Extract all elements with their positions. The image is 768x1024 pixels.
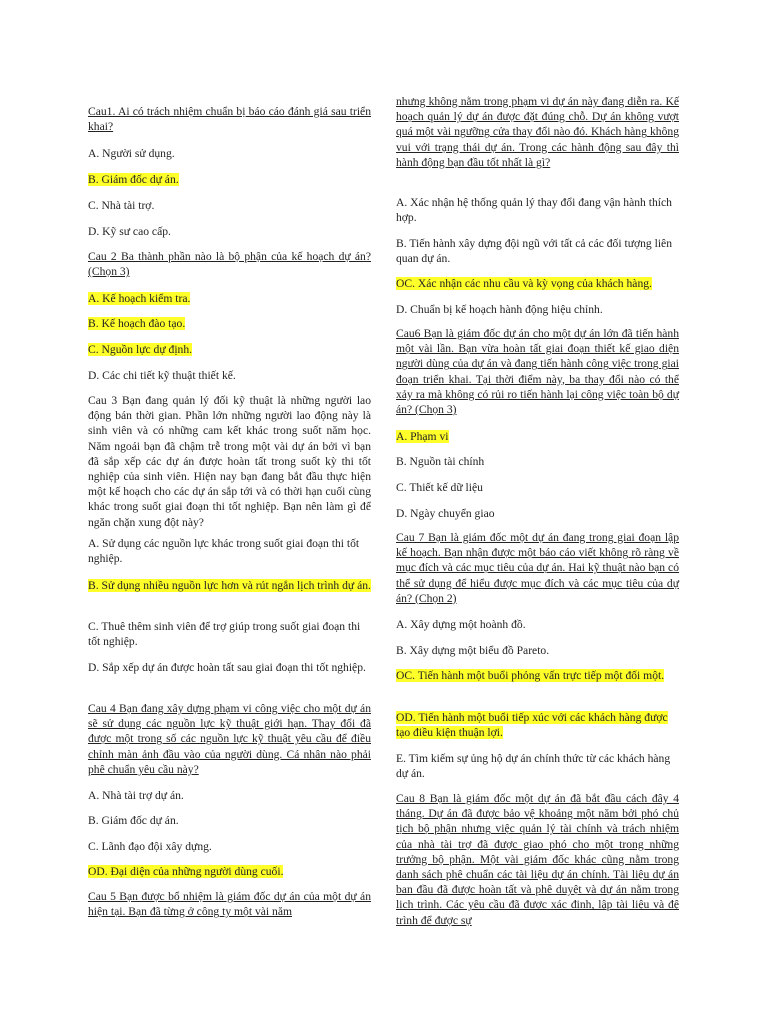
q5-option-d: D. Chuẩn bị kế hoạch hành động hiệu chỉnh. (396, 303, 603, 316)
answer-highlight: A. Kế hoạch kiểm tra. (88, 292, 191, 305)
q1-option-c: C. Nhà tài trợ. (88, 199, 155, 212)
q7-option-d (396, 710, 679, 740)
question-2: Cau 2 Ba thành phần nào là bộ phận của kế hoạch dự án? (Chọn 3) (88, 250, 371, 279)
q3-option-c: C. Thuê thêm sinh viên để trợ giúp trong suốt giai đoạn thi tốt nghiệp. (88, 620, 361, 649)
q2-option-d: D. Các chi tiết kỹ thuật thiết kế. (88, 369, 236, 382)
q5-option-b: B. Tiến hành xây dựng đội ngũ với tất cả các đối tượng liên quan dự án. (396, 237, 672, 266)
q6-option-a (396, 429, 679, 444)
q2-option-b (88, 316, 371, 331)
answer-highlight: OC. Tiến hành một buổi phỏng vấn trực tiếp một đối một. (396, 669, 665, 682)
answer-highlight: B. Sử dụng nhiều nguồn lực hơn và rút ngắn lịch trình dự án. (88, 579, 371, 592)
q6-option-b: B. Nguồn tài chính (396, 455, 485, 468)
question-1: Cau1. Ai có trách nhiệm chuẩn bị báo cáo đánh giá sau triển khai? (88, 105, 371, 134)
q3-option-b (88, 578, 371, 593)
q3-option-a: A. Sử dụng các nguồn lực khác trong suốt giai đoạn thi tốt nghiệp. (88, 537, 360, 566)
q5-option-c (396, 276, 679, 291)
q1-option-a: A. Người sử dụng. (88, 147, 175, 160)
q1-option-b (88, 172, 371, 187)
q7-option-a: A. Xây dựng một hoành đồ. (396, 618, 526, 631)
question-7: Cau 7 Bạn là giám đốc một dự án đang trong giai đoạn lập kế hoạch. Bạn nhận được một báo cáo viết không rõ ràng về mục đích và các mục tiêu của dự án. Hai kỹ thuật nào bạn có thể sử dụng để hiểu được mục đích và các mục tiêu của dự án? (Chọn 2) (396, 531, 679, 605)
answer-highlight: A. Phạm vi (396, 430, 449, 443)
q7-option-b: B. Xây dựng một biểu đồ Pareto. (396, 644, 550, 657)
q7-option-c (396, 668, 679, 683)
q1-option-d: D. Kỹ sư cao cấp. (88, 225, 171, 238)
question-5-continued: nhưng không nằm trong phạm vi dự án này đang diễn ra. Kế hoạch quản lý dự án được đặt đúng chỗ. Dự án không vượt quá một vài ngưỡng cửa thay đổi nào đó. Khách hàng không vui với trạng thái dự án. Trong các hành động sau đây thì hành động bạn đầu tốt nhất là gì? (396, 95, 679, 169)
answer-highlight: B. Kế hoạch đào tạo. (88, 317, 186, 330)
q5-option-a: A. Xác nhận hệ thống quản lý thay đổi đang vận hành thích hợp. (396, 196, 672, 225)
q3-option-d: D. Sắp xếp dự án được hoàn tất sau giai đoạn thi tốt nghiệp. (88, 661, 366, 674)
answer-highlight: C. Nguồn lực dự định. (88, 343, 193, 356)
q6-option-c: C. Thiết kế dữ liệu (396, 481, 483, 494)
answer-highlight: B. Giám đốc dự án. (88, 173, 179, 186)
question-4: Cau 4 Bạn đang xây dựng phạm vi công việc cho một dự án sẽ sử dụng các nguồn lực kỹ thuật giới hạn. Thay đổi đã được một trong số các nguồn lực kỹ thuật yêu cầu để điều chỉnh màn ảnh đầu vào của người dùng. Cá nhân nào phải phê chuẩn yêu cầu này? (88, 702, 371, 776)
question-6: Cau6 Bạn là giám đốc dự án cho một dự án lớn đã tiến hành một vài lần. Bạn vừa hoàn tất giai đoạn thiết kế giao diện người dùng của dự án và đang tiến hành công việc trong giai đoạn triển khai. Tại thời điểm này, ba thay đổi nào có thể xảy ra mà không có rủi ro tiến hành lại công việc toàn bộ dự án? (Chọn 3) (396, 327, 679, 417)
q4-option-a: A. Nhà tài trợ dự án. (88, 789, 184, 802)
question-3: Cau 3 Bạn đang quản lý đối kỹ thuật là những người lao động bán thời gian. Phần lớn những người lao động này là sinh viên và có những cam kết khác trong suốt năm học. Năm ngoái bạn đã chậm trễ trong một vài dự án bởi vì bạn đã sắp xếp các dự án được hoàn tất trong suốt kỳ thi tốt nghiệp của sinh viên. Hiện nay bạn đang bắt đầu thực hiện một kế hoạch cho các dự án sắp tới và có thời hạn cuối cùng khác trong suốt giai đoạn thi tốt nghiệp. Bạn nên làm gì để ngăn chặn xung đột này? (88, 394, 371, 529)
q2-option-c (88, 342, 371, 357)
q7-option-e: E. Tìm kiếm sự ủng hộ dự án chính thức từ các khách hàng dự án. (396, 752, 671, 781)
answer-highlight: OD. Đại diện của những người dùng cuối. (88, 865, 284, 878)
q6-option-d: D. Ngày chuyển giao (396, 507, 495, 520)
q4-option-b: B. Giám đốc dự án. (88, 814, 179, 827)
question-8: Cau 8 Bạn là giám đốc một dự án đã bắt đầu cách đây 4 tháng. Dự án đã được bảo vệ khoảng một năm bởi phó chủ tịch bộ phận nhưng việc quản lý tài chính và trách nhiệm của nhà tài trợ đã được giao phó cho một trong những trưởng bộ phận. Một vài giám đốc khác cũng nằm trong danh sách phê chuẩn các tài liệu dự án chính. Tài liệu dự án ban đầu đã được hoàn tất và phê duyệt và dự án nằm trong lịch trình. Các yêu cầu đã được xác định, lập tài liệu và đệ trình để được sự (396, 792, 679, 927)
answer-highlight: OC. Xác nhận các nhu cầu và kỳ vọng của khách hàng. (396, 277, 652, 290)
q4-option-d (88, 864, 371, 879)
question-5-start: Cau 5 Bạn được bổ nhiệm là giám đốc dự án của một dự án hiện tại. Bạn đã từng ở công ty một vài năm (88, 890, 371, 919)
q4-option-c: C. Lãnh đạo đội xây dựng. (88, 840, 212, 853)
q2-option-a (88, 291, 371, 306)
answer-highlight: OD. Tiến hành một buổi tiếp xúc với các khách hàng được tạo điều kiện thuận lợi. (396, 711, 668, 740)
